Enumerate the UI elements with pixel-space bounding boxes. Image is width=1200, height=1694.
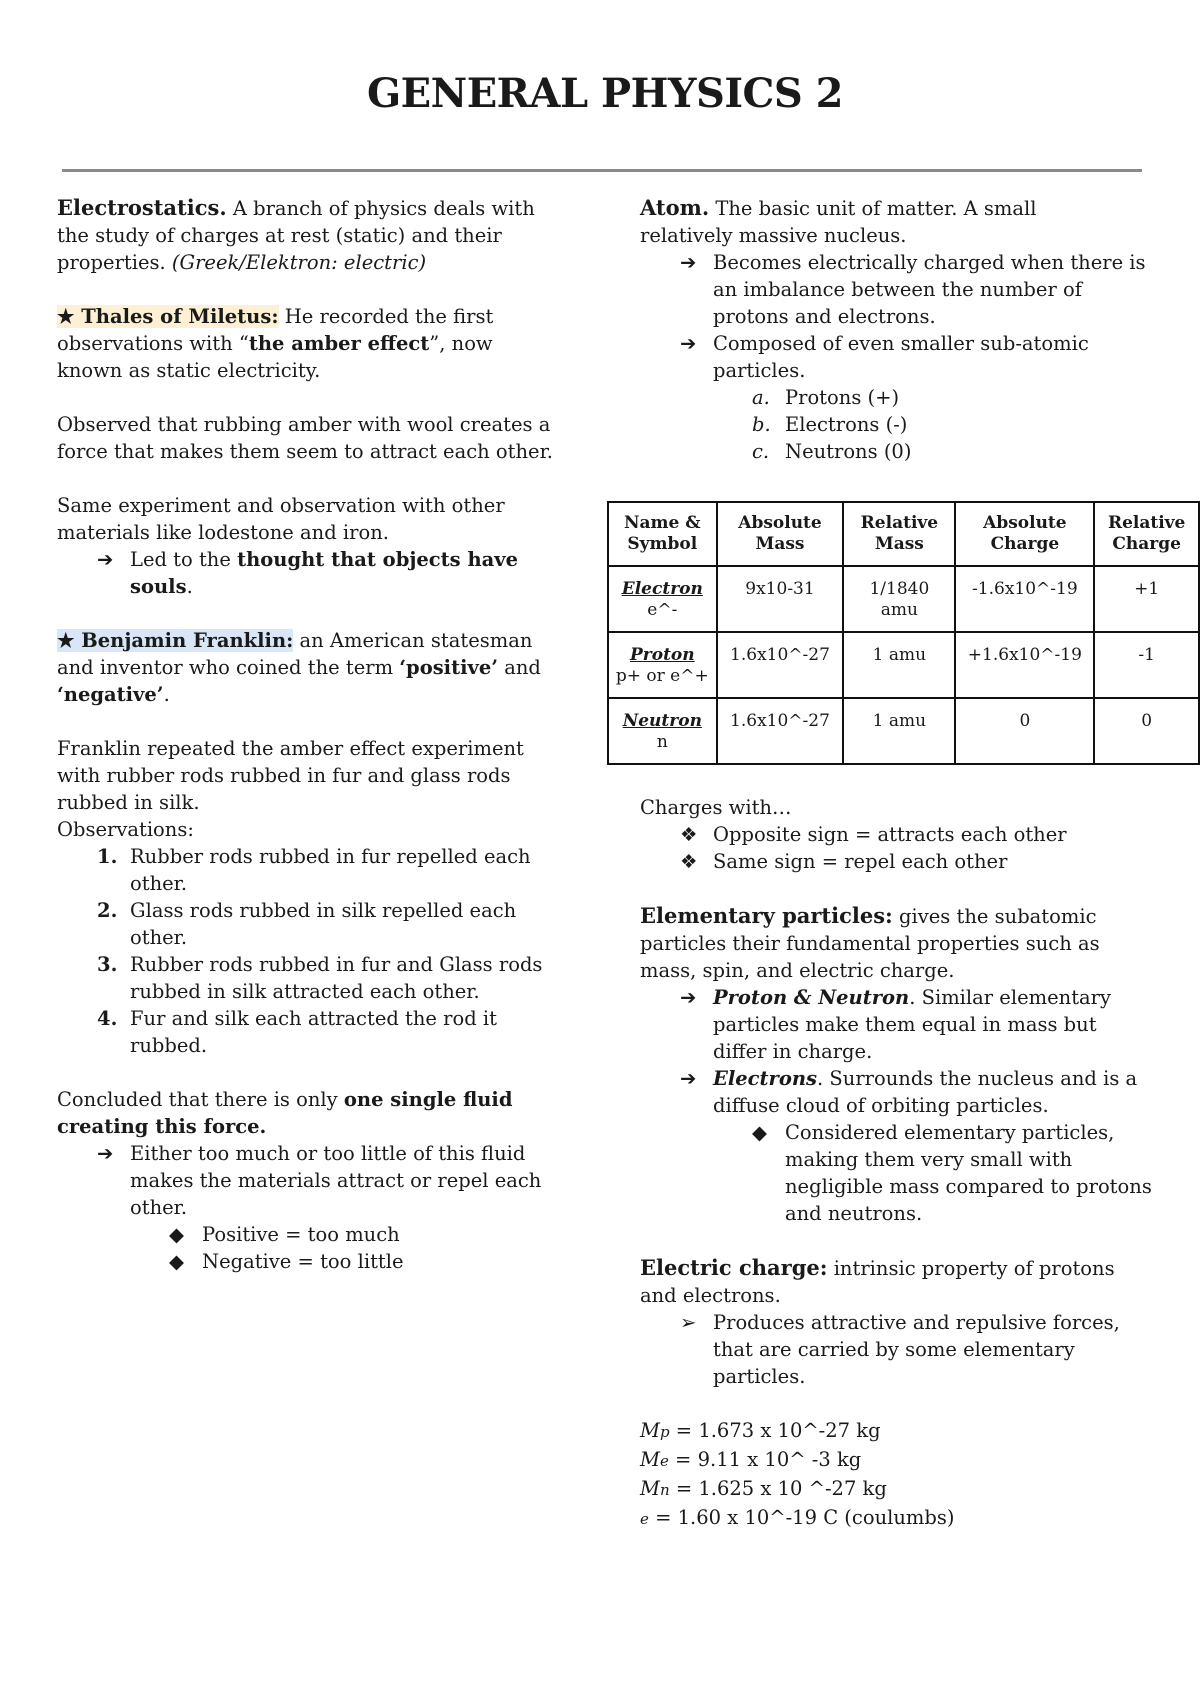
list-item: 2. Glass rods rubbed in silk repelled each other. xyxy=(97,899,517,949)
column-header: Name & Symbol xyxy=(608,502,717,566)
list-item: ➔ Becomes electrically charged when there is an imbalance between the number of protons and electrons. xyxy=(680,251,1146,328)
table-row xyxy=(608,632,1199,698)
list-item: ➔ Either too much or too little of this fluid makes the materials attract or repel each other. xyxy=(97,1142,542,1219)
column-header: Relative Charge xyxy=(1094,502,1199,566)
star-icon: ★ xyxy=(57,305,82,328)
diamond-bullet-icon: ❖ xyxy=(680,850,698,873)
repeated-line: Franklin repeated the amber effect experiment xyxy=(57,737,524,760)
elementary-line: particles their fundamental properties such as xyxy=(640,932,1100,955)
list-item: ◆ Negative = too little xyxy=(169,1250,404,1273)
elementary-definition: Elementary particles: gives the subatomic xyxy=(640,903,1097,928)
list-item: ◆ Positive = too much xyxy=(169,1223,400,1246)
franklin-line: ‘negative’. xyxy=(57,683,170,706)
list-item: 4. Fur and silk each attracted the rod it rubbed. xyxy=(97,1007,497,1057)
franklin-line: and inventor who coined the term ‘positive’ and xyxy=(57,656,541,679)
formula-line: Me = 9.11 x 10^ -3 kg xyxy=(640,1448,862,1471)
list-item: ◆ Considered elementary particles, making them very small with negligible mass compared to protons and neutrons. xyxy=(752,1121,1152,1225)
title-divider xyxy=(62,169,1142,172)
observations-label: Observations: xyxy=(57,818,194,841)
list-item: ➔ Proton & Neutron. Similar elementary particles make them equal in mass but differ in charge. xyxy=(680,986,1112,1063)
list-item: ➔ Electrons. Surrounds the nucleus and is a diffuse cloud of orbiting particles. xyxy=(680,1067,1138,1117)
right-column-top xyxy=(640,194,1155,465)
electrostatics-definition: Electrostatics. A branch of physics deals with xyxy=(57,195,535,220)
column-header: Absolute Mass xyxy=(717,502,844,566)
electrostatics-line: properties. (Greek/Elektron: electric) xyxy=(57,251,427,274)
list-item: 1. Rubber rods rubbed in fur repelled each other. xyxy=(97,845,531,895)
same-line: Same experiment and observation with other xyxy=(57,494,505,517)
formula-line: Mp = 1.673 x 10^-27 kg xyxy=(640,1419,881,1442)
diamond-icon: ◆ xyxy=(169,1223,184,1246)
electric-charge-line: and electrons. xyxy=(640,1284,781,1307)
arrow-icon: ➔ xyxy=(680,1067,697,1090)
charges-label: Charges with… xyxy=(640,796,792,819)
table-cell: 1 amu xyxy=(843,698,955,764)
table-row xyxy=(608,566,1199,632)
list-item: ➔ Composed of even smaller sub-atomic particles. xyxy=(680,332,1089,382)
franklin-label: ★ Benjamin Franklin: xyxy=(57,629,294,652)
table-cell: -1 xyxy=(1094,632,1199,698)
arrow-icon: ➔ xyxy=(680,332,697,355)
table-row xyxy=(608,698,1199,764)
table-cell: 9x10-31 xyxy=(717,566,844,632)
column-header: Relative Mass xyxy=(843,502,955,566)
list-item: ➢ Produces attractive and repulsive forces, that are carried by some elementary particles. xyxy=(680,1311,1120,1388)
arrow-icon: ➔ xyxy=(97,548,114,571)
table-cell: 1.6x10^-27 xyxy=(717,698,844,764)
repeated-line: rubbed in silk. xyxy=(57,791,200,814)
table-cell: 0 xyxy=(1094,698,1199,764)
list-item: b. Electrons (-) xyxy=(752,413,908,436)
arrow-icon: ➔ xyxy=(680,986,697,1009)
column-header: Absolute Charge xyxy=(955,502,1094,566)
arrowhead-icon: ➢ xyxy=(680,1311,697,1334)
observed-line: force that makes them seem to attract each other. xyxy=(57,440,553,463)
thales-line: known as static electricity. xyxy=(57,359,321,382)
table-cell: -1.6x10^-19 xyxy=(955,566,1094,632)
list-item: c. Neutrons (0) xyxy=(752,440,912,463)
page-title: GENERAL PHYSICS 2 xyxy=(366,70,844,117)
table-cell: +1.6x10^-19 xyxy=(955,632,1094,698)
list-item: ❖ Same sign = repel each other xyxy=(680,850,1008,873)
table-cell: +1 xyxy=(1094,566,1199,632)
elementary-heading: Elementary particles: xyxy=(640,903,893,928)
atom-heading: Atom. xyxy=(640,195,710,220)
particle-table xyxy=(607,501,1200,765)
table-cell: 0 xyxy=(955,698,1094,764)
electric-charge-heading: Electric charge: xyxy=(640,1255,828,1280)
same-line: materials like lodestone and iron. xyxy=(57,521,389,544)
left-column xyxy=(57,194,579,1275)
thales-paragraph: ★ Thales of Miletus: He recorded the first xyxy=(57,305,494,328)
table-header-row xyxy=(608,502,1199,566)
table-cell: Proton p+ or e^+ xyxy=(608,632,717,698)
list-item: a. Protons (+) xyxy=(752,386,900,409)
elementary-line: mass, spin, and electric charge. xyxy=(640,959,955,982)
arrow-icon: ➔ xyxy=(97,1142,114,1165)
atom-line: relatively massive nucleus. xyxy=(640,224,907,247)
electric-charge-definition: Electric charge: intrinsic property of protons xyxy=(640,1255,1115,1280)
table-cell: Electron e^- xyxy=(608,566,717,632)
observed-line: Observed that rubbing amber with wool creates a xyxy=(57,413,551,436)
diamond-bullet-icon: ❖ xyxy=(680,823,698,846)
formula-line: Mn = 1.625 x 10 ^-27 kg xyxy=(640,1477,887,1500)
repeated-line: with rubber rods rubbed in fur and glass rods xyxy=(57,764,511,787)
arrow-icon: ➔ xyxy=(680,251,697,274)
diamond-icon: ◆ xyxy=(169,1250,184,1273)
list-item: 3. Rubber rods rubbed in fur and Glass rods rubbed in silk attracted each other. xyxy=(97,953,543,1003)
right-column-bottom xyxy=(640,794,1155,1533)
electrostatics-heading: Electrostatics. xyxy=(57,195,227,220)
atom-definition: Atom. The basic unit of matter. A small xyxy=(640,195,1037,220)
table-cell: 1 amu xyxy=(843,632,955,698)
thales-line: observations with “the amber effect”, now xyxy=(57,332,493,355)
etymology: (Greek/Elektron: electric) xyxy=(171,251,427,274)
list-item: ➔ Led to the thought that objects have souls. xyxy=(97,548,518,598)
franklin-paragraph: ★ Benjamin Franklin: an American statesman xyxy=(57,629,533,652)
list-item: ❖ Opposite sign = attracts each other xyxy=(680,823,1067,846)
table-cell: 1.6x10^-27 xyxy=(717,632,844,698)
star-icon: ★ xyxy=(57,629,82,652)
thales-label: ★ Thales of Miletus: xyxy=(57,305,279,328)
concluded-line: Concluded that there is only one single fluid xyxy=(57,1088,513,1111)
diamond-icon: ◆ xyxy=(752,1121,767,1144)
electrostatics-line: the study of charges at rest (static) and their xyxy=(57,224,502,247)
table-cell: Neutron n xyxy=(608,698,717,764)
concluded-line: creating this force. xyxy=(57,1115,267,1138)
table-cell: 1/1840 amu xyxy=(843,566,955,632)
formula-line: e = 1.60 x 10^-19 C (coulumbs) xyxy=(640,1506,955,1529)
